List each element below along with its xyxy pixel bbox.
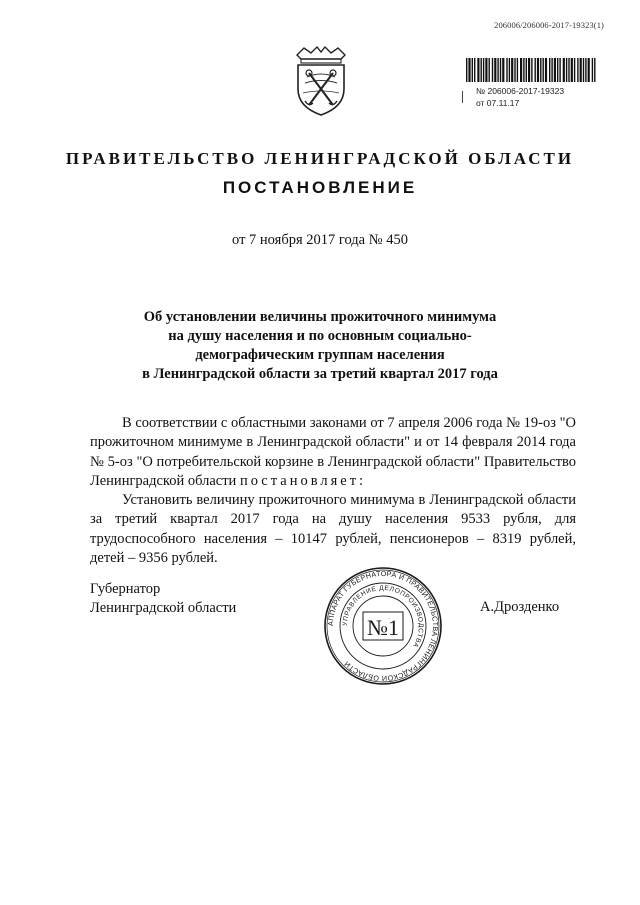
barcode-bar (481, 58, 482, 82)
barcode-bar (514, 58, 515, 82)
registration-divider (462, 91, 463, 103)
barcode-bar (523, 58, 524, 82)
stamp-outer-text: АППАРАТ ГУБЕРНАТОРА И ПРАВИТЕЛЬСТВА ЛЕНИНГРАДСКОЙ ОБЛАСТИ (325, 568, 441, 684)
stamp-number: №1 (367, 615, 399, 640)
preamble-paragraph (90, 414, 576, 491)
barcode-bar (497, 58, 498, 82)
barcode (466, 58, 596, 82)
barcode-bar (483, 58, 484, 82)
decree-subject (100, 308, 540, 384)
barcode-bar (540, 58, 541, 82)
barcode-bar (531, 58, 532, 82)
government-title: ПРАВИТЕЛЬСТВО ЛЕНИНГРАДСКОЙ ОБЛАСТИ (65, 149, 575, 168)
signer-title-line: Губернатор (90, 581, 161, 597)
barcode-bar (477, 58, 479, 82)
preamble-text: В соответствии с областными законами от 7 апреля 2006 года № 19-оз "О прожиточном минимуме в Ленинградской области" и от 14 февраля 2014 года № 5-оз "О потребительской корзине в Ленинградской области" Правительство Ленинградской области (90, 415, 576, 489)
resolution-paragraph: Установить величину прожиточного минимума в Ленинградской области за третий квартал 2017 года на душу населения 9533 рубля, для трудоспособного населения – 10147 рублей, пенсионеров – 8319 рублей, детей – 9356 рублей. (90, 492, 576, 567)
barcode-bar (474, 58, 475, 82)
barcode-bar (563, 58, 565, 82)
subject-line: Об установлении величины прожиточного минимума (143, 309, 497, 325)
barcode-bar (526, 58, 527, 82)
barcode-bar (594, 58, 595, 82)
decree-body (90, 414, 576, 568)
barcode-bar (583, 58, 584, 82)
barcode-bar (580, 58, 582, 82)
barcode-bar (543, 58, 544, 82)
barcode-bar (517, 58, 518, 82)
barcode-bar (520, 58, 522, 82)
barcode-bar (528, 58, 530, 82)
barcode-bar (551, 58, 552, 82)
barcode-bar (468, 58, 470, 82)
coat-of-arms-emblem (291, 45, 351, 117)
barcode-bar (472, 58, 473, 82)
barcode-bar (588, 58, 590, 82)
registration-date: от 07.11.17 (476, 98, 520, 108)
barcode-bar (545, 58, 547, 82)
barcode-bar (466, 58, 467, 82)
subject-line: демографическим группам населения (195, 347, 445, 363)
barcode-bar (509, 58, 510, 82)
barcode-bar (577, 58, 578, 82)
barcode-bar (500, 58, 501, 82)
document-id: 206006/206006-2017-19323(1) (494, 20, 604, 30)
barcode-bar (489, 58, 490, 82)
barcode-bar (535, 58, 536, 82)
barcode-bar (492, 58, 493, 82)
official-stamp (323, 566, 443, 686)
resolves-word: постановляет: (239, 472, 367, 489)
barcode-bar (494, 58, 496, 82)
decree-title: ПОСТАНОВЛЕНИЕ (222, 178, 418, 197)
barcode-bar (511, 58, 513, 82)
barcode-bar (557, 58, 558, 82)
barcode-bar (537, 58, 539, 82)
barcode-bar (592, 58, 593, 82)
barcode-bar (549, 58, 550, 82)
barcode-bar (568, 58, 569, 82)
barcode-bar (574, 58, 575, 82)
barcode-bar (485, 58, 487, 82)
signer-title-line: Ленинградской области (90, 600, 237, 616)
barcode-bar (506, 58, 507, 82)
barcode-bar (585, 58, 586, 82)
barcode-bar (571, 58, 573, 82)
signer-name: А.Дрозденко (480, 599, 560, 615)
barcode-bar (566, 58, 567, 82)
decree-date-number: от 7 ноября 2017 года № 450 (232, 232, 408, 248)
barcode-bar (554, 58, 556, 82)
barcode-bar (502, 58, 504, 82)
stamp-inner-text: УПРАВЛЕНИЕ ДЕЛОПРОИЗВОДСТВА (341, 584, 425, 649)
signer-position (90, 580, 236, 618)
subject-line: в Ленинградской области за третий квартал 2017 года (142, 366, 498, 382)
barcode-bar (559, 58, 560, 82)
subject-line: на душу населения и по основным социально- (168, 328, 472, 344)
registration-number: № 206006-2017-19323 (476, 86, 565, 96)
